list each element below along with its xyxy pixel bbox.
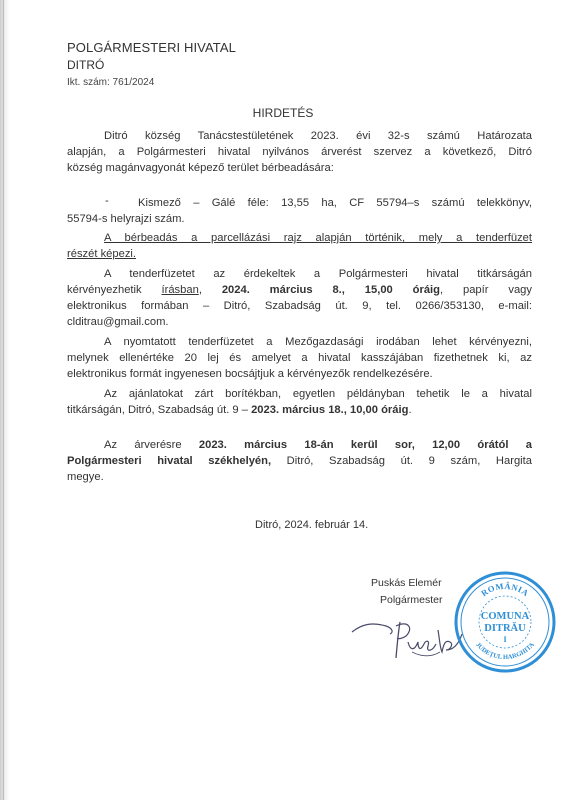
email-address: clditrau@gmail.com. bbox=[67, 316, 169, 328]
signatory-name: Puskás Elemér bbox=[371, 577, 442, 589]
town-name: DITRÓ bbox=[67, 58, 105, 72]
para3-text-c: , papír vagy bbox=[440, 284, 532, 296]
para4-line1: A nyomtatott tenderfüzetet a Mezőgazdasági irodában lehet kérvényezni, bbox=[104, 336, 532, 348]
para1-line3: község magánvagyonát képező terület bérbeadására: bbox=[67, 162, 334, 174]
para6-venue: Polgármesteri hivatal székhelyén, bbox=[67, 455, 272, 467]
para4-line2: melynek ellenértéke 20 lej és amelyet a hivatal kasszájában fizethetnek ki, az bbox=[67, 352, 532, 364]
para5-text-a: titkárságán, Ditró, Szabadság út. 9 – bbox=[67, 404, 252, 416]
document-date: Ditró, 2024. február 14. bbox=[255, 519, 369, 531]
para3-underlined-word: írásban bbox=[161, 284, 199, 296]
para6-line3: megye. bbox=[67, 471, 104, 483]
document-title: HIRDETÉS bbox=[252, 106, 314, 120]
para3-line2 bbox=[67, 282, 532, 298]
para6-line2 bbox=[67, 453, 532, 469]
registration-number: Ikt. szám: 761/2024 bbox=[67, 77, 155, 88]
office-name: POLGÁRMESTERI HIVATAL bbox=[67, 40, 236, 55]
svg-text:I: I bbox=[503, 635, 507, 644]
para5-line1: Az ajánlatokat zárt borítékban, egyetlen példányban tehetik le a hivatal bbox=[104, 388, 532, 400]
stamp-middle-line1: COMUNA bbox=[480, 611, 530, 622]
para3-text-a: kérvényezhetik bbox=[67, 284, 162, 296]
para1-line1: Ditró község Tanácstestületének 2023. évi 32-s számú Határozata bbox=[104, 130, 532, 142]
bullet-line1: Kismező – Gálé féle: 13,55 ha, CF 55794–s számú telekkönyv, bbox=[138, 197, 532, 209]
bullet-dash: - bbox=[105, 195, 109, 207]
para5-deadline: 2023. március 18., 10,00 óráig bbox=[251, 404, 409, 416]
para6-line1 bbox=[67, 437, 532, 453]
svg-text:JUDEȚUL HARGHITA bbox=[474, 641, 536, 661]
para3-line1: A tenderfüzetet az érdekeltek a Polgármesteri hivatal titkárságán bbox=[104, 268, 532, 280]
scan-edge-shadow bbox=[0, 0, 10, 800]
para2-line2: részét képezi. bbox=[67, 248, 137, 260]
para3-text-b: , bbox=[198, 284, 222, 296]
para6-auction-date: 2023. március 18-án kerül sor, 12,00 órától a bbox=[198, 439, 532, 451]
para2-line1: A bérbeadás a parcellázási rajz alapján történik, mely a tenderfüzet bbox=[104, 232, 532, 244]
stamp-bottom-text: JUDEȚUL HARGHITA bbox=[474, 641, 536, 662]
para5-line2 bbox=[67, 402, 532, 418]
para6-text-b: Ditró, Szabadság út. 9 szám, Hargita bbox=[271, 455, 532, 467]
signatory-role: Polgármester bbox=[380, 594, 443, 606]
para6-text-a: Az árverésre bbox=[104, 439, 199, 451]
para3-deadline: 2024. március 8., 15,00 óráig bbox=[221, 284, 440, 296]
scan-edge-line bbox=[3, 0, 4, 800]
para4-line3: elektronikus formát ingyenesen bocsájtjuk a kérvényezők rendelkezésére. bbox=[67, 368, 433, 380]
stamp-top-text: ROMÂNIA bbox=[479, 580, 531, 599]
official-stamp bbox=[452, 569, 558, 675]
stamp-middle-line2: DITRĂU bbox=[484, 623, 526, 634]
para3-line3: elektronikus formában – Ditró, Szabadság út. 9, tel. 0266/353130, e-mail: bbox=[67, 300, 532, 312]
bullet-line2: 55794-s helyrajzi szám. bbox=[67, 213, 185, 225]
para5-text-b: . bbox=[408, 404, 412, 416]
para1-line2: alapján, a Polgármesteri hivatal nyilvános árverést szervez a következő, Ditró bbox=[67, 146, 532, 158]
